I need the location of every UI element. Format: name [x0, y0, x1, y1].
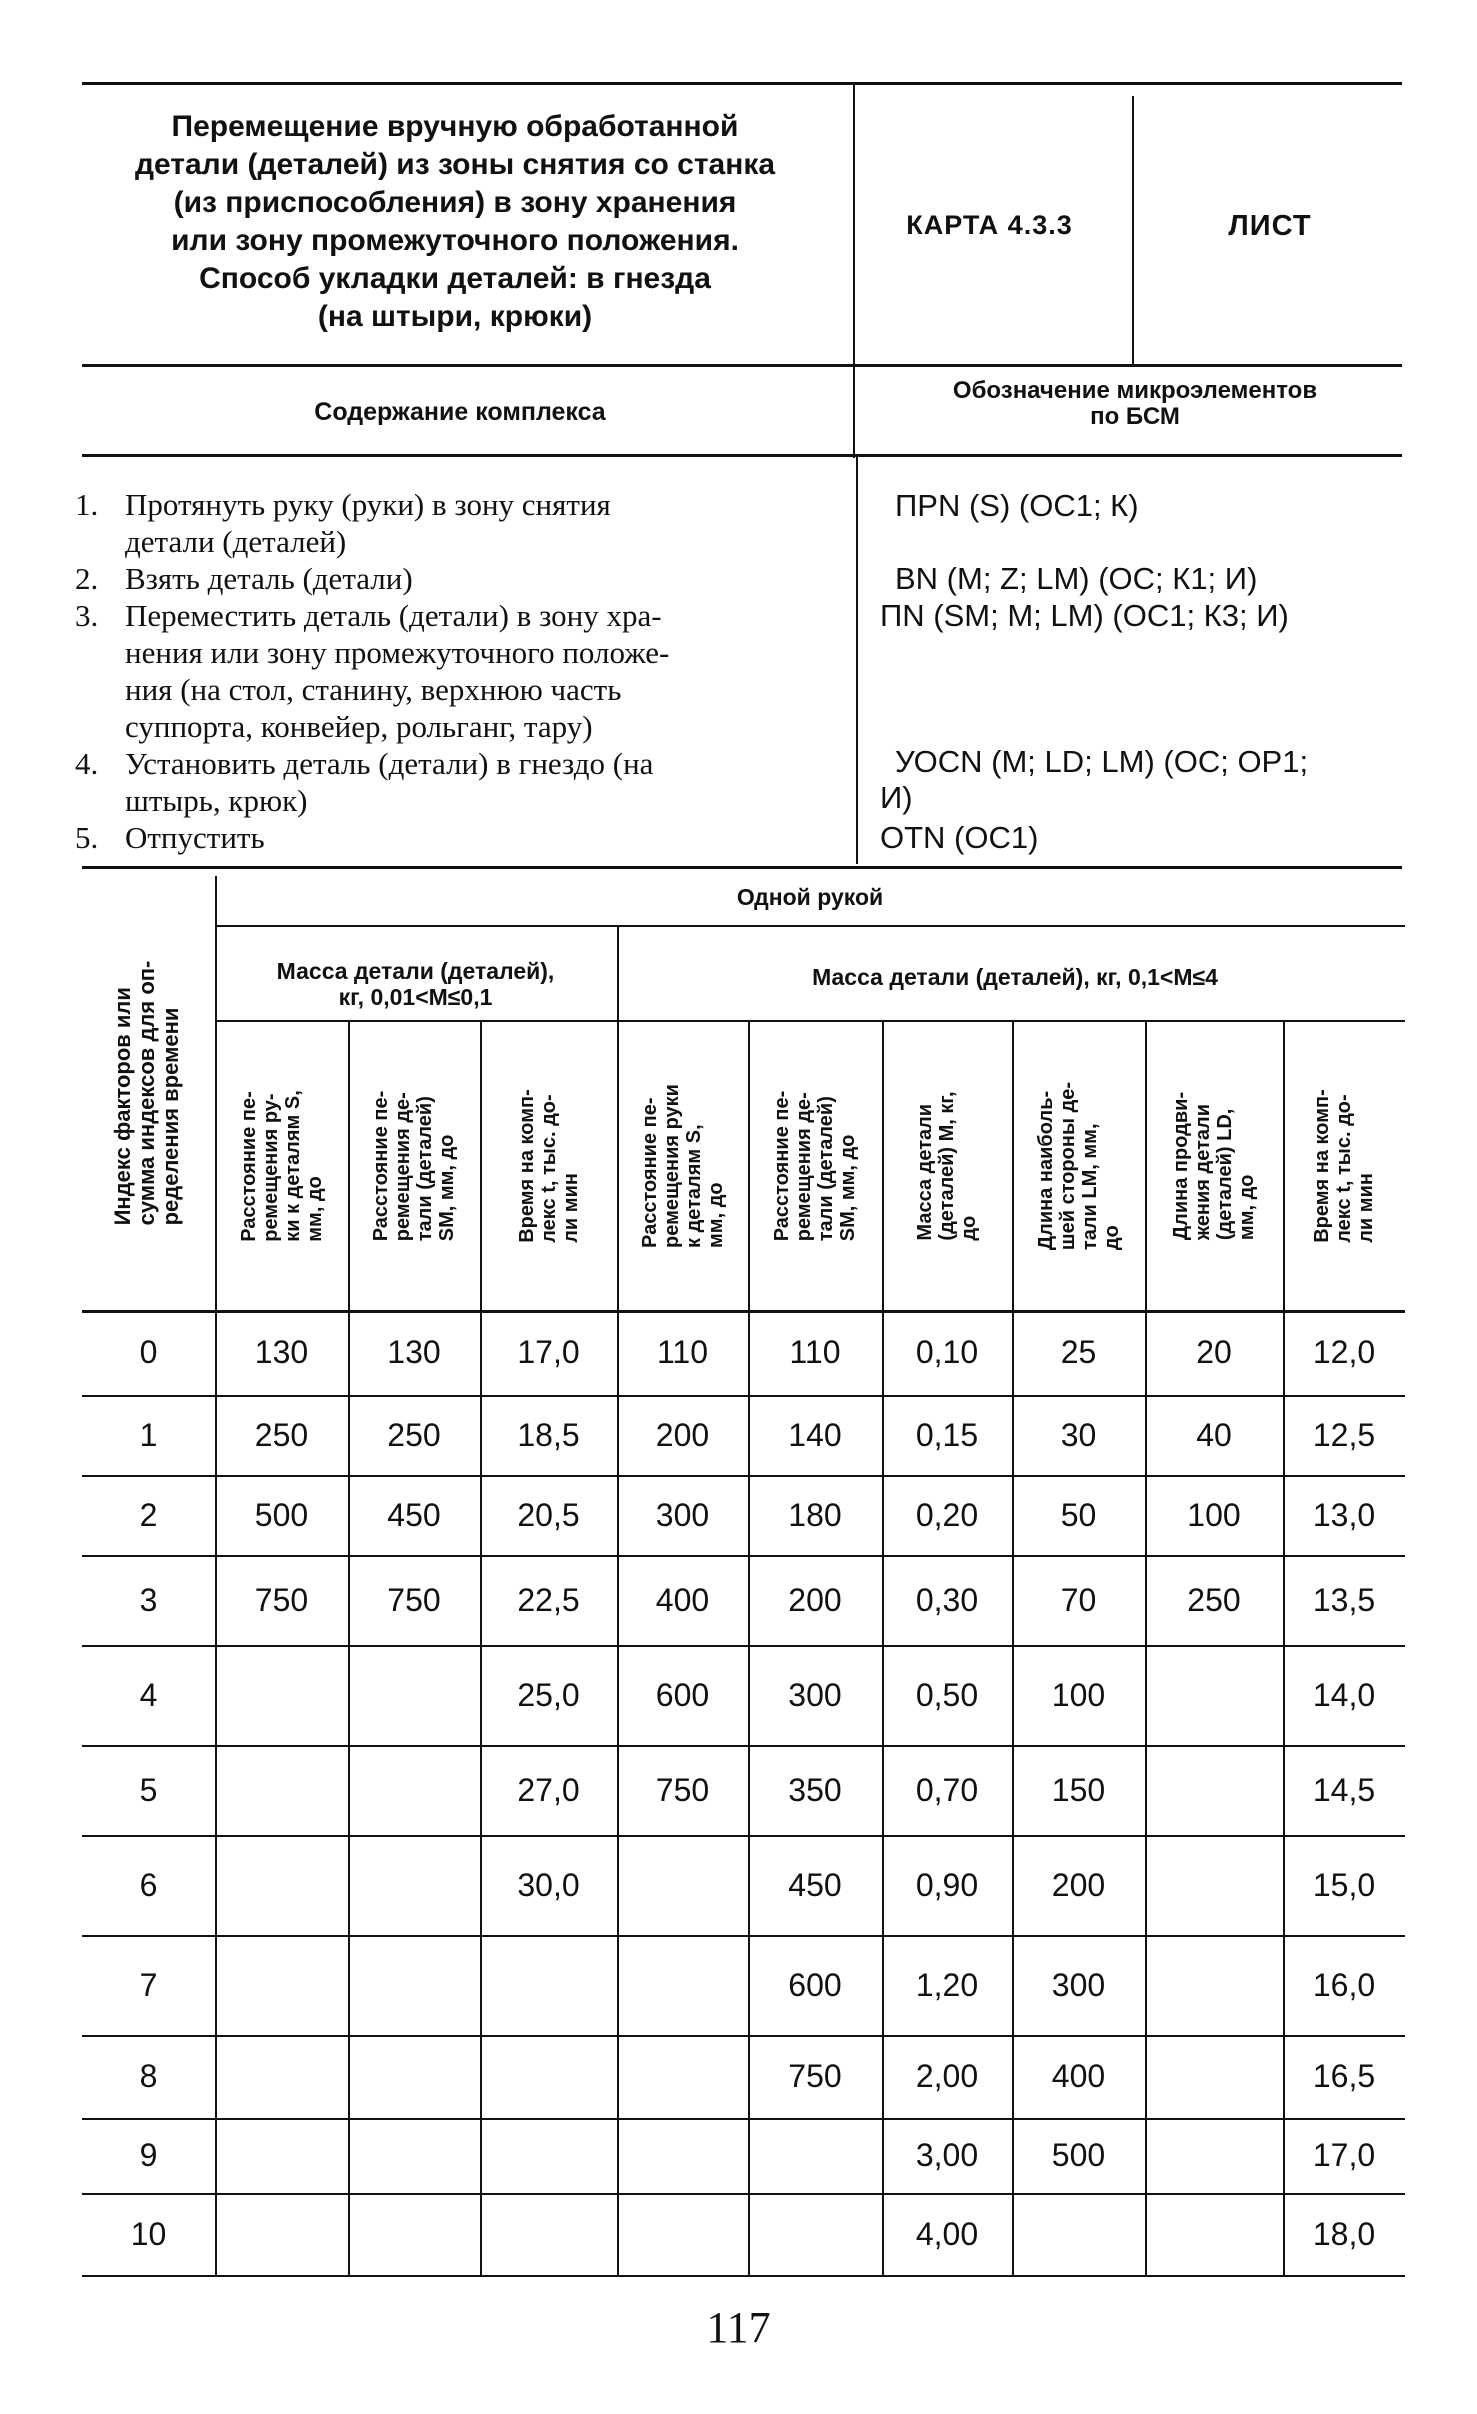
group-rule — [215, 1020, 1405, 1022]
table-cell — [1145, 1935, 1283, 2035]
row-index: 1 — [139, 1417, 158, 1453]
table-cell: 0,20 — [915, 1497, 979, 1533]
row-line — [82, 2275, 1405, 2277]
column-header-line: тали (деталей) — [815, 1096, 837, 1242]
table-cell: 250 — [1187, 1582, 1241, 1618]
table-cell: 500 — [1051, 2137, 1106, 2173]
column-header — [215, 1022, 348, 1310]
column-header-line: к деталям S, — [682, 1124, 705, 1248]
column-header-line: Длина наиболь- — [1034, 1090, 1057, 1251]
table-cell — [215, 1645, 348, 1745]
step-line: Переместить деталь (детали) в зону хра- — [125, 598, 662, 633]
column-header-line: мм, до — [303, 1176, 326, 1242]
table-cell — [348, 1745, 480, 1835]
table-cell — [348, 1645, 480, 1745]
column-header-line: ремещения де- — [793, 1092, 815, 1242]
table-cell — [480, 2035, 617, 2118]
step-line: Отпустить — [125, 820, 265, 855]
table-cell: 300 — [1051, 1967, 1106, 2003]
table-cell: 27,0 — [517, 1772, 580, 1808]
table-cell: 750 — [387, 1582, 441, 1618]
table-cell — [1145, 2118, 1283, 2193]
micro-code: ОТN (ОС1) — [880, 820, 1039, 855]
table-cell: 15,0 — [1312, 1867, 1376, 1903]
table-cell: 13,0 — [1312, 1497, 1376, 1533]
title-line: (на штыри, крюки) — [317, 300, 593, 333]
table-cell: 22,5 — [517, 1582, 580, 1618]
table-cell: 350 — [788, 1772, 842, 1808]
row-index: 9 — [139, 2137, 158, 2173]
table-cell — [215, 1935, 348, 2035]
table-cell — [215, 2193, 348, 2275]
index-column-header — [82, 876, 212, 1310]
micro-code: УОСN (M; LD; LM) (ОС; ОР1; — [895, 744, 1309, 779]
table-cell — [480, 1935, 617, 2035]
micro-code: И) — [880, 780, 913, 815]
row-index: 6 — [139, 1867, 158, 1903]
table-cell: 750 — [254, 1582, 309, 1618]
column-header-line: SM, мм, до — [837, 1134, 859, 1242]
step-line: ния (на стол, станину, верхнюю часть — [125, 672, 622, 707]
card-label: КАРТА 4.3.3 — [906, 210, 1073, 240]
mass-group-2-header: Масса детали (деталей), кг, 0,1<M≤4 — [812, 964, 1218, 990]
table-cell: 20,5 — [517, 1497, 580, 1533]
table-cell: 450 — [387, 1497, 441, 1533]
table-cell — [215, 2035, 348, 2118]
table-cell: 0,15 — [915, 1417, 979, 1453]
table-cell: 1,20 — [915, 1967, 979, 2003]
table-cell: 0,30 — [915, 1582, 979, 1618]
column-header — [1283, 1022, 1405, 1310]
table-cell: 40 — [1196, 1417, 1232, 1453]
column-header — [348, 1022, 480, 1310]
step-line: Взять деталь (детали) — [125, 561, 413, 596]
table-cell: 250 — [254, 1417, 309, 1453]
table-cell: 17,0 — [1312, 2137, 1376, 2173]
column-header-line: Длина продви- — [1170, 1091, 1192, 1241]
table-cell: 20 — [1196, 1334, 1232, 1370]
table-cell: 3,00 — [915, 2137, 979, 2173]
column-header-line: Время на комп- — [1311, 1089, 1333, 1243]
column-header-line: Расстояние пе- — [237, 1091, 260, 1242]
table-cell: 2,00 — [915, 2058, 979, 2094]
row-index: 5 — [139, 1772, 158, 1808]
table-cell: 750 — [655, 1772, 710, 1808]
table-cell: 0,70 — [915, 1772, 979, 1808]
step-line: нения или зону промежуточного положе- — [125, 635, 670, 670]
column-header-line: SM, мм, до — [436, 1134, 458, 1242]
micro-code: ПN (SM; M; LM) (ОС1; К3; И) — [880, 598, 1289, 633]
table-cell — [1145, 1645, 1283, 1745]
table-cell: 18,5 — [517, 1417, 580, 1453]
table-cell: 130 — [387, 1334, 441, 1370]
step-line: Установить деталь (детали) в гнездо (на — [125, 746, 654, 781]
table-cell — [215, 2118, 348, 2193]
table-cell — [348, 2035, 480, 2118]
column-header — [1145, 1022, 1283, 1310]
column-header-line: Расстояние пе- — [771, 1090, 793, 1242]
table-cell: 70 — [1060, 1582, 1097, 1618]
table-cell — [617, 2035, 748, 2118]
table-cell: 30,0 — [517, 1867, 580, 1903]
table-cell: 600 — [788, 1967, 842, 2003]
table-cell: 4,00 — [915, 2216, 979, 2252]
micro-code: BN (M; Z; LM) (ОС; К1; И) — [895, 561, 1258, 596]
table-cell: 600 — [655, 1677, 710, 1713]
table-cell — [480, 2193, 617, 2275]
column-header — [617, 1022, 748, 1310]
step-line: детали (деталей) — [125, 524, 347, 559]
index-header-line: сумма индексов для оп- — [134, 960, 159, 1226]
column-header-line: ремещения де- — [392, 1092, 414, 1242]
table-cell — [1145, 1745, 1283, 1835]
column-header-line: тали LM, мм, — [1078, 1123, 1101, 1251]
table-cell — [748, 2193, 882, 2275]
table-cell — [1012, 2193, 1145, 2275]
column-header-line: шей стороны де- — [1056, 1081, 1079, 1251]
column-header — [480, 1022, 617, 1310]
table-cell: 16,0 — [1312, 1967, 1376, 2003]
mass-group-1-header — [218, 958, 613, 1010]
sheet-label: ЛИСТ — [1228, 210, 1312, 242]
group1-line: Масса детали (деталей), — [276, 958, 555, 984]
table-cell: 13,5 — [1312, 1582, 1376, 1618]
column-header-line: ки к деталям S, — [281, 1090, 304, 1242]
micro-header-line: по БСМ — [1090, 403, 1180, 430]
column-header-line: ли мин — [1355, 1173, 1377, 1243]
table-cell: 12,0 — [1312, 1334, 1376, 1370]
table-cell — [348, 1835, 480, 1935]
column-header-line: лекс t, тыс. до- — [537, 1094, 560, 1243]
table-cell: 14,0 — [1312, 1677, 1376, 1713]
table-cell: 110 — [789, 1334, 841, 1370]
row-index: 10 — [130, 2216, 167, 2252]
column-header-line: (деталей) LD, — [1214, 1108, 1236, 1241]
one-hand-rule — [215, 925, 1405, 927]
column-header-line: Масса детали — [914, 1103, 936, 1241]
table-cell — [1145, 1835, 1283, 1935]
one-hand-header: Одной рукой — [736, 884, 884, 910]
table-cell: 300 — [655, 1497, 710, 1533]
page-number: 117 — [706, 2303, 771, 2352]
table-cell — [215, 1745, 348, 1835]
row-index: 7 — [139, 1967, 158, 2003]
index-header-line: ределения времени — [158, 1007, 183, 1226]
table-cell: 150 — [1051, 1772, 1106, 1808]
table-cell: 100 — [1051, 1677, 1106, 1713]
table-cell: 12,5 — [1312, 1417, 1376, 1453]
table-cell: 180 — [788, 1497, 842, 1533]
step-number: 2. — [75, 561, 99, 596]
table-cell — [617, 1835, 748, 1935]
table-cell: 200 — [1051, 1867, 1106, 1903]
column-header-line: Время на комп- — [515, 1089, 538, 1243]
column-header-line: мм, до — [704, 1182, 727, 1248]
table-cell: 18,0 — [1312, 2216, 1376, 2252]
column-header-line: ли мин — [559, 1173, 582, 1243]
step-line: штырь, крюк) — [125, 783, 308, 818]
table-cell — [348, 1935, 480, 2035]
column-header — [882, 1022, 1012, 1310]
table-cell — [1145, 2193, 1283, 2275]
table-cell: 130 — [254, 1334, 309, 1370]
table-cell: 0,50 — [915, 1677, 979, 1713]
column-header-line: Расстояние пе- — [370, 1090, 392, 1242]
step-line: суппорта, конвейер, рольганг, тару) — [125, 709, 593, 744]
column-header-line: (деталей) M, кг, — [936, 1091, 958, 1241]
table-cell — [480, 2118, 617, 2193]
title-line: Перемещение вручную обработанной — [171, 110, 739, 143]
table-cell — [748, 2118, 882, 2193]
table-cell: 110 — [656, 1334, 708, 1370]
table-cell: 25,0 — [517, 1677, 580, 1713]
row-index: 8 — [139, 2058, 158, 2094]
table-cell: 400 — [1051, 2058, 1106, 2094]
column-header-line: мм, до — [1236, 1174, 1258, 1241]
table-cell: 100 — [1187, 1497, 1241, 1533]
title-line: или зону промежуточного положения. — [171, 224, 739, 257]
table-cell: 50 — [1060, 1497, 1097, 1533]
column-header — [1012, 1022, 1145, 1310]
row-index: 4 — [139, 1677, 158, 1713]
column-header-line: до — [1100, 1225, 1123, 1251]
table-cell — [617, 1935, 748, 2035]
table-cell: 200 — [655, 1417, 710, 1453]
step-number: 1. — [75, 487, 99, 522]
table-cell — [348, 2118, 480, 2193]
step-number: 4. — [75, 746, 99, 781]
table-cell: 25 — [1060, 1334, 1097, 1370]
table-cell: 0,90 — [915, 1867, 979, 1903]
table-cell: 200 — [788, 1582, 842, 1618]
step-number: 3. — [75, 598, 99, 633]
table-cell: 30 — [1060, 1417, 1097, 1453]
table-cell: 16,5 — [1312, 2058, 1376, 2094]
group1-line: кг, 0,01<M≤0,1 — [338, 984, 493, 1010]
row-index: 3 — [139, 1582, 158, 1618]
table-cell — [215, 1835, 348, 1935]
table-cell — [617, 2193, 748, 2275]
table-cell: 500 — [254, 1497, 309, 1533]
table-cell — [348, 2193, 480, 2275]
title-line: детали (деталей) из зоны снятия со станка — [134, 148, 776, 181]
content-column-header: Содержание комплекса — [314, 398, 606, 426]
table-cell: 17,0 — [517, 1334, 580, 1370]
table-cell: 250 — [387, 1417, 441, 1453]
column-header-line: Расстояние пе- — [638, 1097, 661, 1248]
table-cell — [1145, 2035, 1283, 2118]
column-header-line: жения детали — [1192, 1103, 1214, 1241]
table-cell — [617, 2118, 748, 2193]
table-cell: 450 — [788, 1867, 842, 1903]
column-header-line: тали (деталей) — [414, 1096, 436, 1242]
column-header-line: ремещения ру- — [259, 1093, 282, 1242]
table-cell: 140 — [788, 1417, 842, 1453]
micro-header-line: Обозначение микроэлементов — [952, 377, 1318, 404]
title-line: Способ укладки деталей: в гнезда — [199, 262, 711, 295]
table-cell: 0,10 — [915, 1334, 979, 1370]
table-cell: 14,5 — [1312, 1772, 1376, 1808]
column-header-line: лекс t, тыс. до- — [1333, 1094, 1355, 1243]
title-line: (из приспособления) в зону хранения — [173, 186, 737, 219]
row-index: 0 — [139, 1334, 158, 1370]
column-header-line: ремещения руки — [660, 1084, 683, 1248]
micro-code: ПРN (S) (ОС1; К) — [895, 488, 1139, 523]
column-header-line: до — [958, 1215, 980, 1241]
step-number: 5. — [75, 820, 99, 855]
index-header-line: Индекс факторов или — [110, 987, 135, 1226]
step-line: Протянуть руку (руки) в зону снятия — [125, 487, 611, 522]
table-cell: 400 — [655, 1582, 710, 1618]
column-header — [748, 1022, 882, 1310]
table-cell: 750 — [788, 2058, 842, 2094]
table-cell: 300 — [788, 1677, 842, 1713]
row-index: 2 — [139, 1497, 158, 1533]
